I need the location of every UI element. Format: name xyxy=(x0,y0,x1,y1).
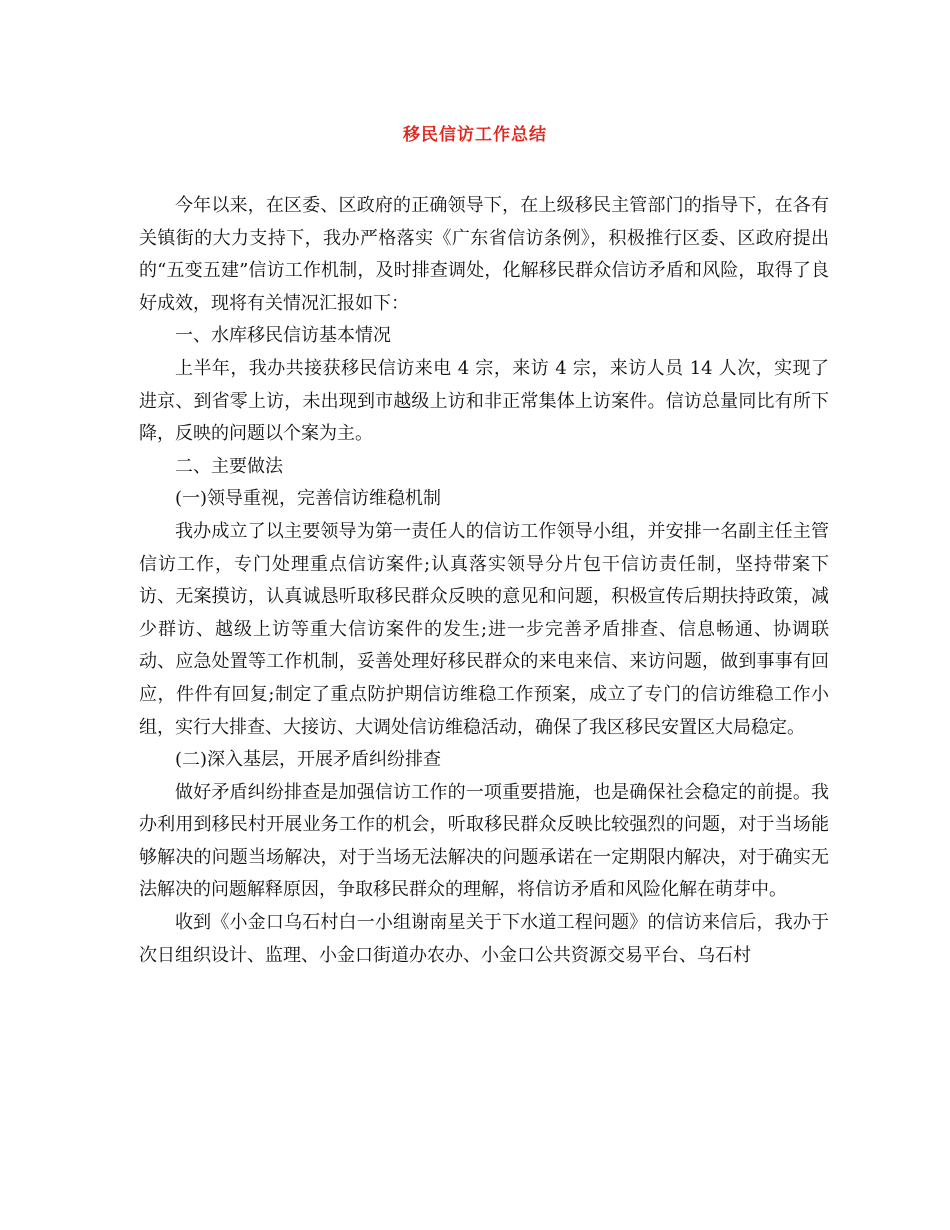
document-title: 移民信访工作总结 xyxy=(403,125,547,145)
heading-section-1: 一、水库移民信访基本情况 xyxy=(175,325,391,347)
paragraph-intro: 今年以来，在区委、区政府的正确领导下，在上级移民主管部门的指导下，在各有关镇街的大力支持下，我办严格落实《广东省信访条例》，积极推行区委、区政府提出的“五变五建”信访工作机制，及时排查调处，化解移民群众信访矛盾和风险，取得了良好成效，现将有关情况汇报如下： xyxy=(139,195,829,314)
subheading-2-2: (二)深入基层，开展矛盾纠纷排查 xyxy=(175,749,442,771)
document-body xyxy=(139,190,829,972)
heading-section-2: 二、主要做法 xyxy=(175,455,283,477)
paragraph-2-1: 我办成立了以主要领导为第一责任人的信访工作领导小组，并安排一名副主任主管信访工作，专门处理重点信访案件;认真落实领导分片包干信访责任制，坚持带案下访、无案摸访，认真诚恳听取移民群众反映的意见和问题，积极宣传后期扶持政策，减少群访、越级上访等重大信访案件的发生;进一步完善矛盾排查、信息畅通、协调联动、应急处置等工作机制，妥善处理好移民群众的来电来信、来访问题，做到事事有回应，件件有回复;制定了重点防护期信访维稳工作预案，成立了专门的信访维稳工作小组，实行大排查、大接访、大调处信访维稳活动，确保了我区移民安置区大局稳定。 xyxy=(139,520,829,738)
paragraph-2-2-case: 收到《小金口乌石村白一小组谢南星关于下水道工程问题》的信访来信后，我办于次日组织设计、监理、小金口街道办农办、小金口公共资源交易平台、乌石村 xyxy=(139,912,829,966)
subheading-2-1: (一)领导重视，完善信访维稳机制 xyxy=(175,488,442,510)
paragraph-section-1: 上半年，我办共接获移民信访来电 4 宗，来访 4 宗，来访人员 14 人次，实现了进京、到省零上访，未出现到市越级上访和非正常集体上访案件。信访总量同比有所下降，反映的问题以个案为主。 xyxy=(139,357,829,445)
paragraph-2-2: 做好矛盾纠纷排查是加强信访工作的一项重要措施，也是确保社会稳定的前提。我办利用到移民村开展业务工作的机会，听取移民群众反映比较强烈的问题，对于当场能够解决的问题当场解决，对于当场无法解决的问题承诺在一定期限内解决，对于确实无法解决的问题解释原因，争取移民群众的理解，将信访矛盾和风险化解在萌芽中。 xyxy=(139,781,829,901)
